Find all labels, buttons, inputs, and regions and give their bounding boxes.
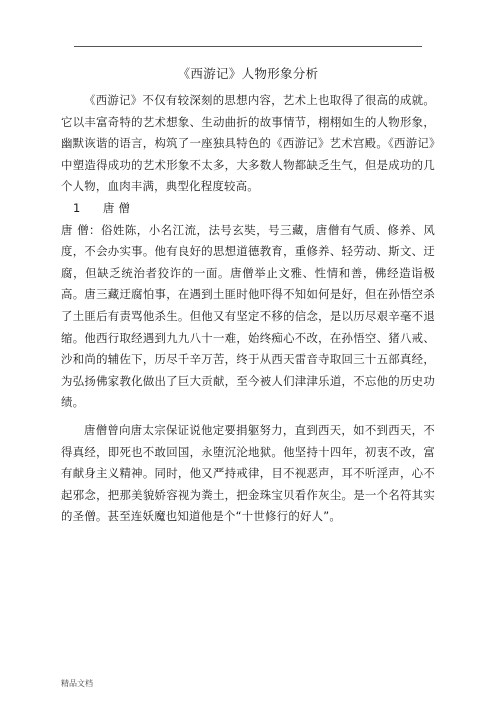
- section-heading: [61, 198, 435, 220]
- section-title: 唐 僧: [103, 200, 131, 215]
- document-body: [61, 90, 435, 528]
- document-title: 《西游记》人物形象分析: [177, 66, 319, 81]
- section-number: 1: [73, 200, 81, 215]
- section-paragraph-1: 唐 僧：俗姓陈，小名江流，法号玄奘，号三藏，唐僧有气质、修养、风度，不会办实事。他有良好的思想道德教育，重修养、轻劳动、斯文、迂腐，但缺乏统治者狡诈的一面。唐僧举止文雅、性情和善，佛经造诣极高。唐三藏迂腐怕事，在遇到土匪时他吓得不知如何是好，但在孙悟空杀了土匪后有责骂他杀生。但他又有坚定不移的信念，是以历尽艰辛毫不退缩。他西行取经遇到九九八十一难，始终痴心不改，在孙悟空、猪八戒、沙和尚的辅佐下，历尽千辛万苦，终于从西天雷音寺取回三十五部真经，为弘扬佛家教化做出了巨大贡献，至今被人们津津乐道，不忘他的历史功绩。: [61, 222, 435, 410]
- intro-paragraph: 《西游记》不仅有较深刻的思想内容，艺术上也取得了很高的成就。它以丰富奇特的艺术想象、生动曲折的故事情节，栩栩如生的人物形象，幽默诙谐的语言，构筑了一座独具特色的《西游记》艺术宫殿。《西游记》中塑造得成功的艺术形象不太多，大多数人物都缺乏生气，但是成功的几个人物，血肉丰满，典型化程度较高。: [61, 93, 435, 194]
- header-rule: [74, 46, 422, 47]
- footer-label: 精品文档: [61, 679, 93, 688]
- section-paragraph-2: 唐僧曾向唐太宗保证说他定要捐躯努力，直到西天，如不到西天，不得真经，即死也不敢回国，永堕沉沦地狱。他坚持十四年，初衷不改，富有献身主义精神。同时，他又严持戒律，目不视恶声，耳不听淫声，心不起邪念，把那美貌娇容视为粪土，把金珠宝贝看作灰尘。是一个名符其实的圣僧。甚至连妖魔也知道他是个“十世修行的好人”。: [61, 422, 435, 524]
